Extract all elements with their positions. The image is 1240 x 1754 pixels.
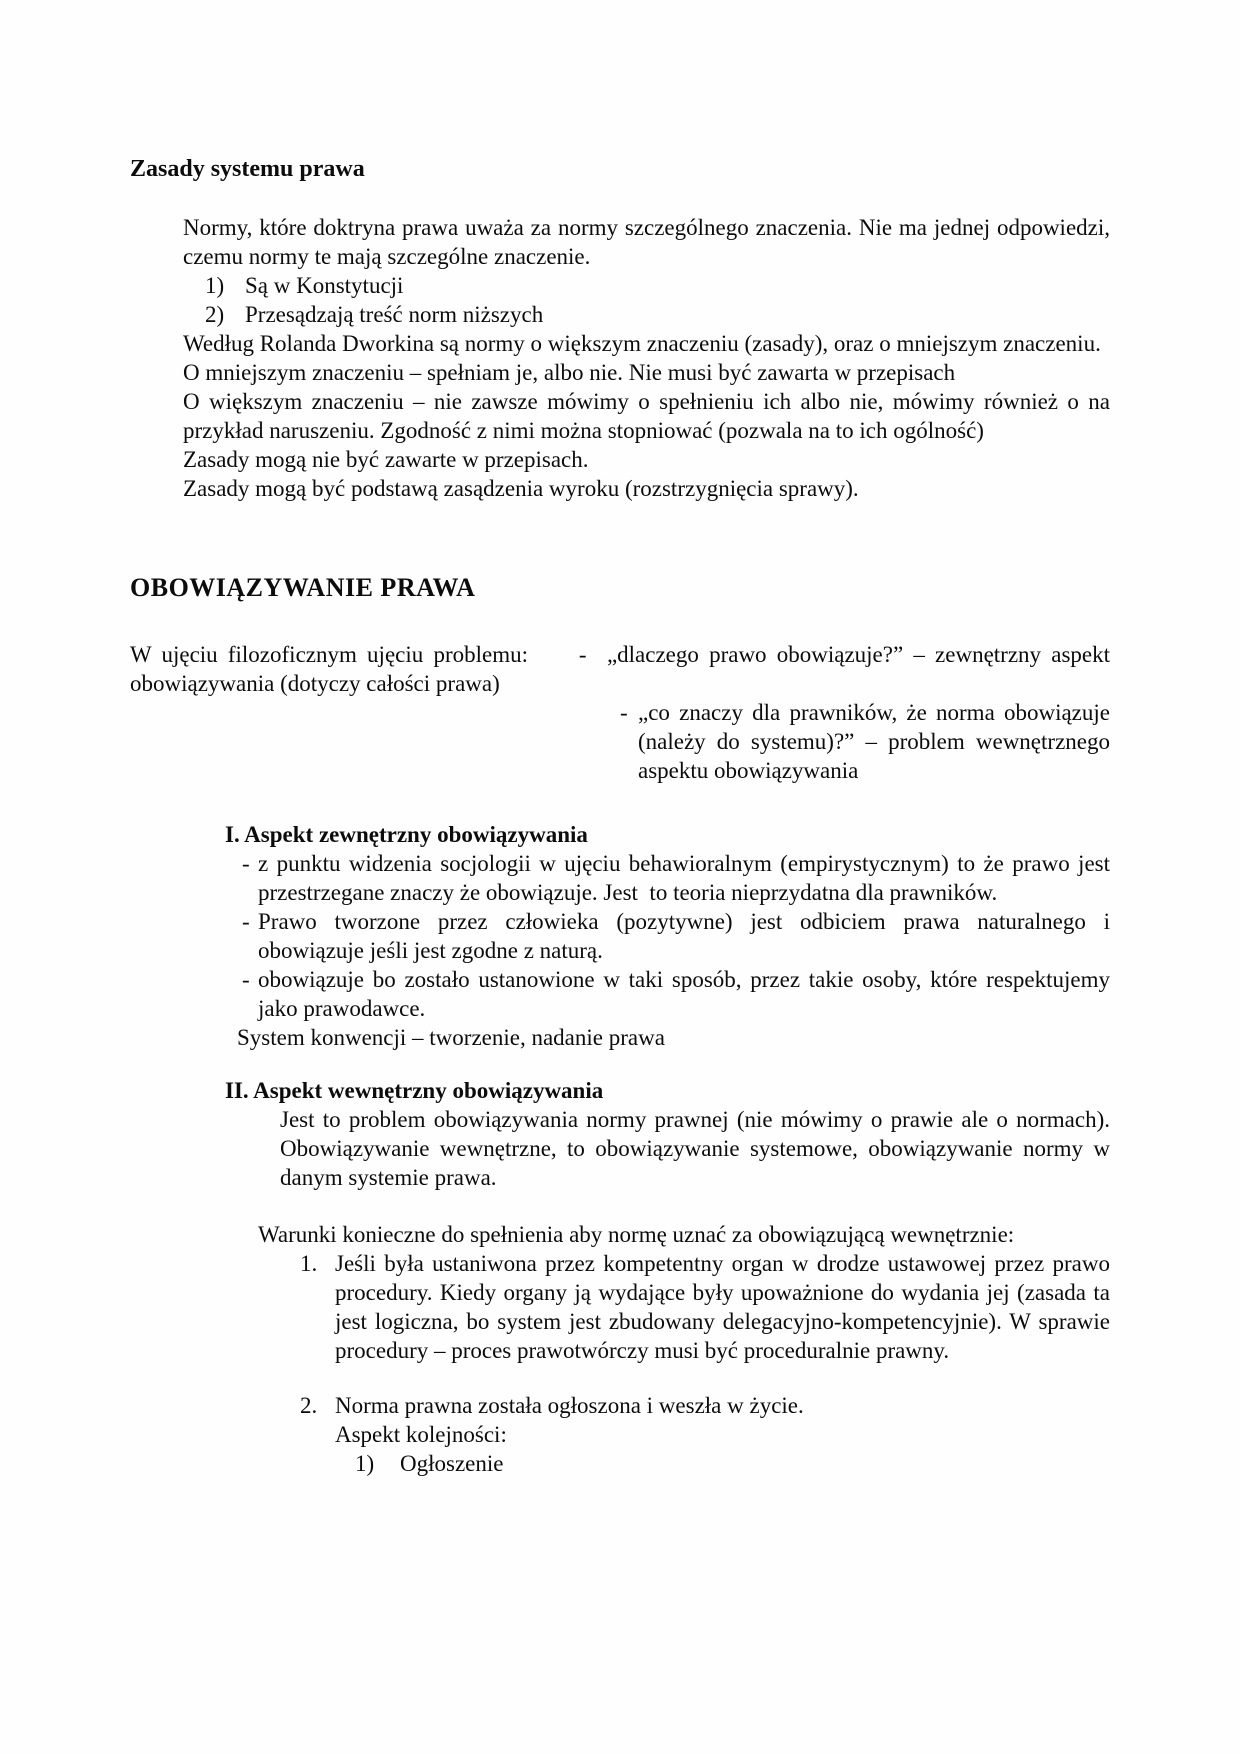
aspekt-kolejnosci-line: Aspekt kolejności: bbox=[335, 1422, 507, 1447]
lesser-significance-line: O mniejszym znaczeniu – spełniam je, albo nie. Nie musi być zawarta w przepisach bbox=[183, 360, 956, 385]
bullet-item bbox=[130, 907, 1110, 965]
condition-text: Jeśli była ustaniwona przez kompetentny organ w drodze ustawowej przez prawo procedury. Kiedy organy ją wydające były upoważnione do wydania jej (zasada ta jest logiczna, bo system jest zbudowany delegacyjno-kompetencyjnie). W sprawie procedury – proces prawotwórczy musi być proceduralnie prawny. bbox=[335, 1251, 1110, 1363]
section-2-paragraph: Jest to problem obowiązywania normy prawnej (nie mówimy o prawie ale o normach). Obowiązywanie wewnętrzne, to obowiązywanie systemowe, obowiązywanie normy w danym systemie prawa. bbox=[280, 1107, 1110, 1190]
list-item-text: Przesądzają treść norm niższych bbox=[245, 302, 544, 327]
dash-marker: - bbox=[242, 909, 250, 934]
internal-aspect-note bbox=[620, 698, 1110, 785]
condition-item bbox=[130, 1249, 1110, 1365]
list-item-text: Są w Konstytucji bbox=[245, 273, 404, 298]
condition-number: 2. bbox=[300, 1393, 318, 1418]
ordered-list-item bbox=[183, 300, 1110, 329]
dash-marker: - bbox=[620, 700, 628, 725]
sub-list-item-text: Ogłoszenie bbox=[400, 1451, 504, 1476]
ordered-list-item bbox=[183, 271, 1110, 300]
section-heading-obowiazywanie-prawa: OBOWIĄZYWANIE PRAWA bbox=[130, 573, 476, 602]
bullet-item bbox=[130, 965, 1110, 1023]
dworkin-paragraph: Według Rolanda Dworkina są normy o większym znaczeniu (zasady), oraz o mniejszym znaczeniu. bbox=[183, 331, 1101, 356]
system-konwencji-line: System konwencji – tworzenie, nadanie prawa bbox=[237, 1025, 665, 1050]
internal-aspect-note-text: „co znaczy dla prawników, że norma obowiązuje (należy do systemu)?” – problem wewnętrznego aspektu obowiązywania bbox=[638, 700, 1110, 783]
rule-line-2: Zasady mogą być podstawą zasądzenia wyroku (rozstrzygnięcia sprawy). bbox=[183, 476, 859, 501]
bullet-item bbox=[130, 849, 1110, 907]
list-item-number: 2) bbox=[205, 302, 225, 327]
rule-line-1: Zasady mogą nie być zawarte w przepisach. bbox=[183, 447, 589, 472]
condition-text: Norma prawna została ogłoszona i weszła w życie. bbox=[335, 1393, 804, 1418]
list-item-number: 1) bbox=[205, 273, 225, 298]
bullet-item-text: obowiązuje bo zostało ustanowione w taki sposób, przez takie osoby, które respektujemy jako prawodawce. bbox=[258, 967, 1110, 1021]
section-1-heading: I. Aspekt zewnętrzny obowiązywania bbox=[225, 822, 588, 847]
sub-list-item bbox=[130, 1449, 1110, 1478]
philosophical-aspect-paragraph: W ujęciu filozoficznym ujęciu problemu: - „dlaczego prawo obowiązuje?” – zewnętrzny aspekt obowiązywania (dotyczy całości prawa) bbox=[130, 642, 1110, 696]
bullet-item-text: Prawo tworzone przez człowieka (pozytywne) jest odbiciem prawa naturalnego i obowiązuje jeśli jest zgodne z naturą. bbox=[258, 909, 1110, 963]
doc-title: Zasady systemu prawa bbox=[130, 156, 365, 182]
condition-item bbox=[130, 1391, 1110, 1420]
dash-marker: - bbox=[242, 967, 250, 992]
bullet-item-text: z punktu widzenia socjologii w ujęciu behawioralnym (empirystycznym) to że prawo jest przestrzegane znaczy że obowiązuje. Jest to teoria nieprzydatna dla prawników. bbox=[258, 851, 1110, 905]
conditions-intro-line: Warunki konieczne do spełnienia aby normę uznać za obowiązującą wewnętrznie: bbox=[258, 1222, 1015, 1247]
intro-block bbox=[183, 213, 1110, 503]
section-2-heading: II. Aspekt wewnętrzny obowiązywania bbox=[225, 1078, 604, 1103]
dash-marker: - bbox=[242, 851, 250, 876]
intro-paragraph: Normy, które doktryna prawa uważa za normy szczególnego znaczenia. Nie ma jednej odpowiedzi, czemu normy te mają szczególne znaczenie. bbox=[183, 215, 1110, 269]
condition-number: 1. bbox=[300, 1251, 318, 1276]
sub-list-item-number: 1) bbox=[355, 1451, 375, 1476]
greater-significance-paragraph: O większym znaczeniu – nie zawsze mówimy o spełnieniu ich albo nie, mówimy również o na przykład naruszeniu. Zgodność z nimi można stopniować (pozwala na to ich ogólność) bbox=[183, 389, 1110, 443]
